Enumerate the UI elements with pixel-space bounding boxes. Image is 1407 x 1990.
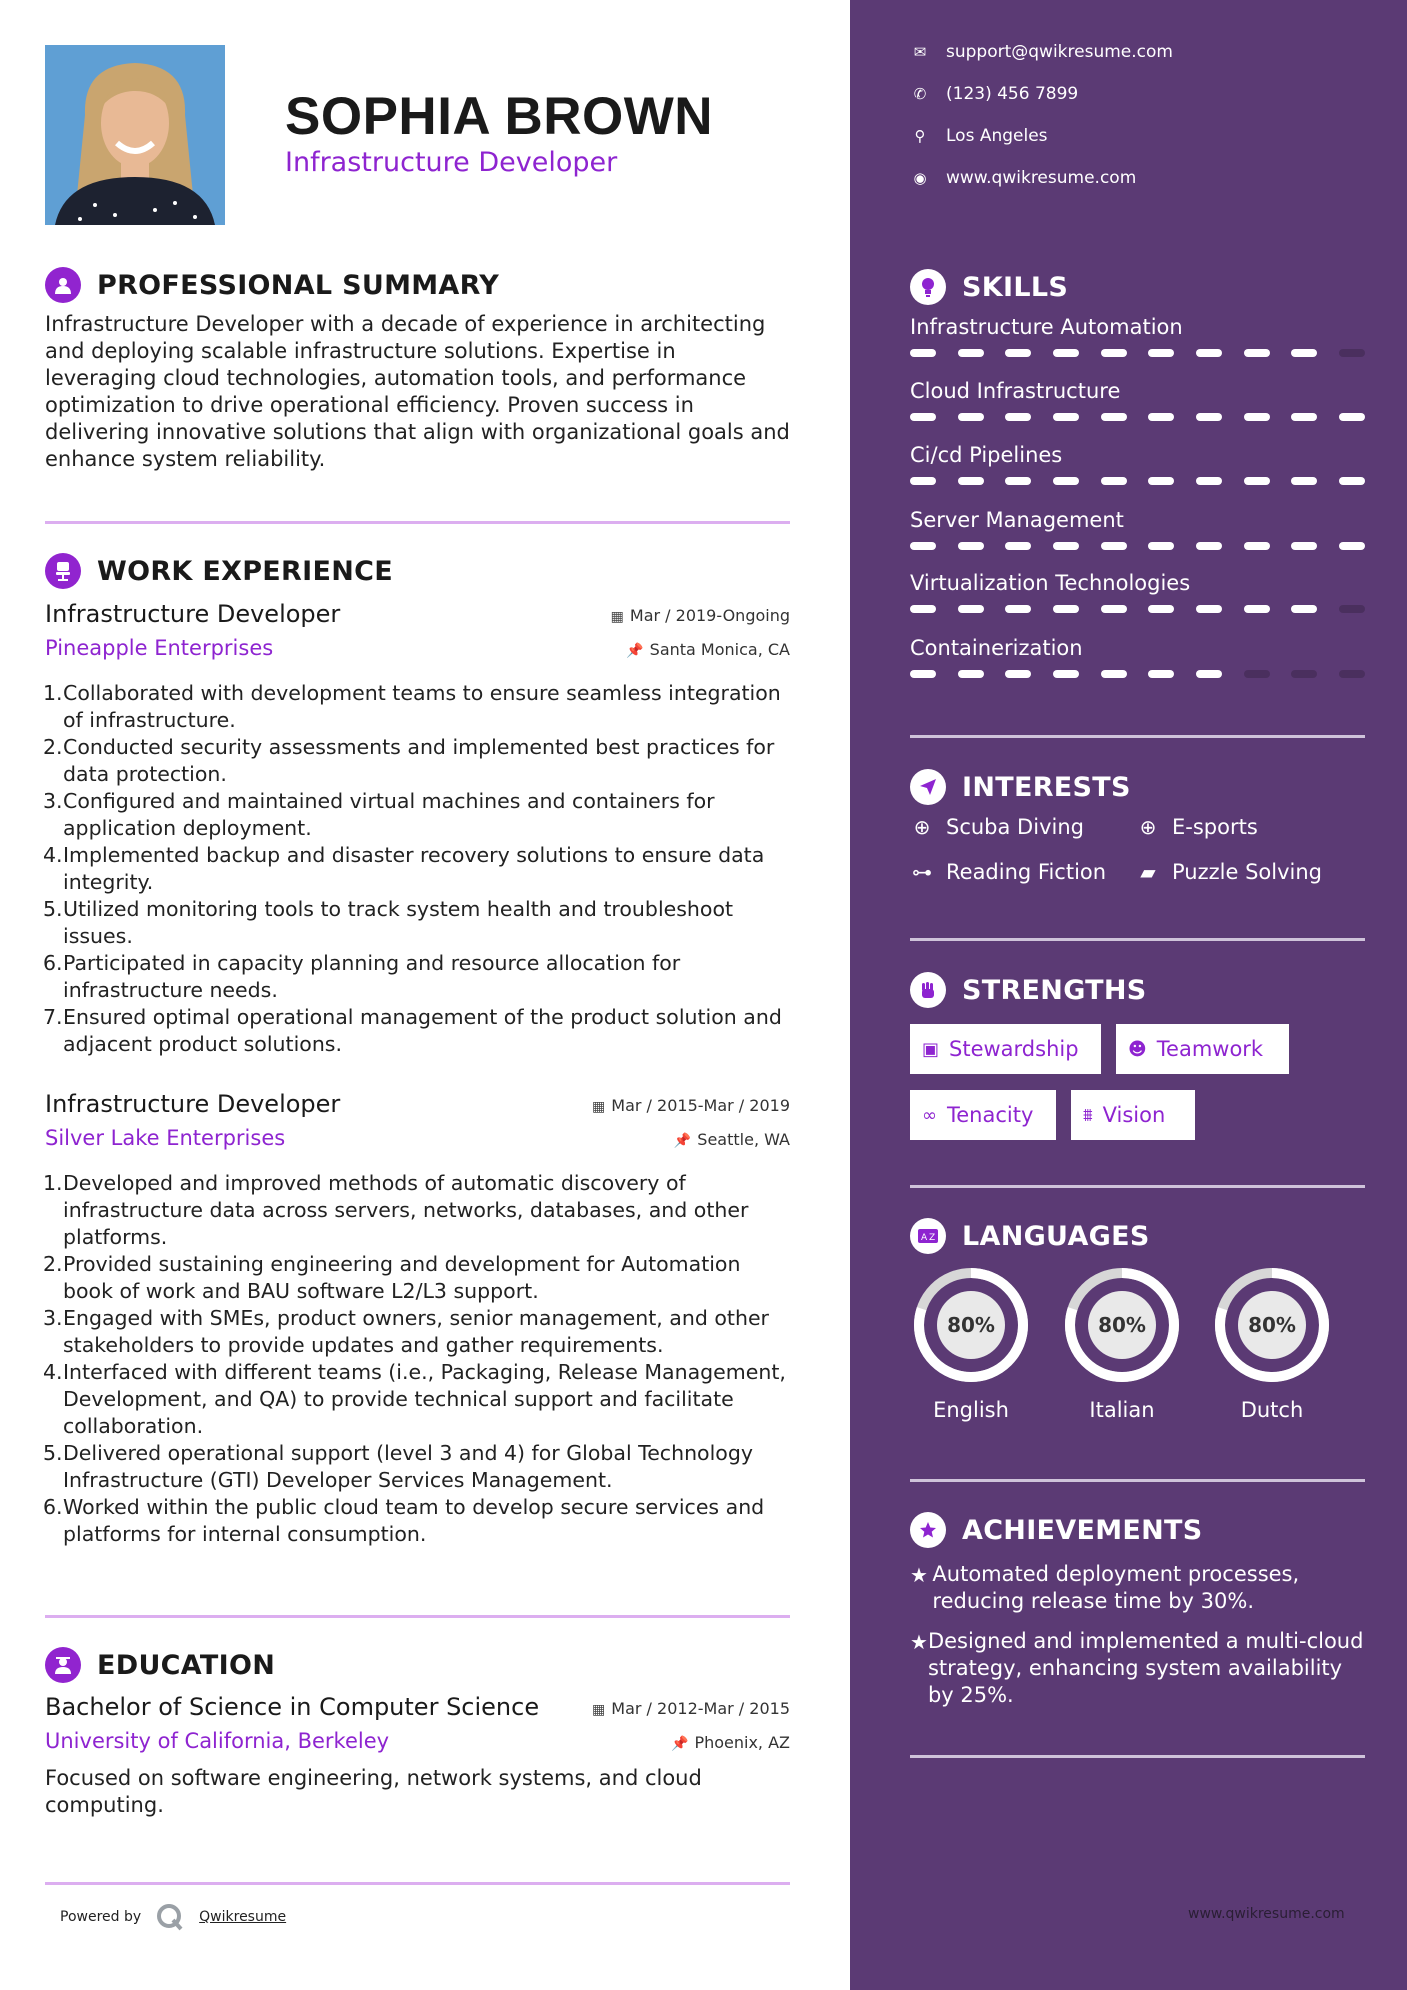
item-number: 6.	[43, 1495, 63, 1519]
skill-rating	[910, 413, 1365, 421]
skills-header	[910, 267, 1068, 307]
job-entry	[45, 600, 790, 1058]
profile-photo	[45, 45, 225, 225]
rating-dash	[1005, 413, 1031, 421]
rating-dash	[958, 349, 984, 357]
item-number: 2.	[43, 735, 63, 759]
rating-dash	[1101, 413, 1127, 421]
skill-name: Ci/cd Pipelines	[910, 443, 1063, 467]
skill-rating	[910, 349, 1365, 357]
summary-section	[45, 265, 790, 473]
skill-item	[910, 379, 1365, 421]
rating-dash	[1005, 477, 1031, 485]
rating-dash	[1291, 349, 1317, 357]
skill-item	[910, 571, 1365, 613]
website-text: www.qwikresume.com	[946, 168, 1137, 188]
rating-dash	[910, 542, 936, 550]
rating-dash	[1053, 670, 1079, 678]
education-date: Mar / 2012-Mar / 2015	[611, 1699, 790, 1718]
strengths-title: STRENGTHS	[962, 974, 1147, 1006]
rating-dash	[1196, 349, 1222, 357]
skill-name: Infrastructure Automation	[910, 315, 1183, 339]
language-gauge	[1211, 1264, 1333, 1386]
translate-icon	[910, 1218, 946, 1254]
rating-dash	[1053, 477, 1079, 485]
briefcase-icon: ▣	[922, 1038, 940, 1060]
rating-dash	[1148, 670, 1174, 678]
skill-item	[910, 508, 1365, 550]
rating-dash	[1053, 413, 1079, 421]
rating-dash	[1101, 349, 1127, 357]
calendar-icon: ▦	[610, 609, 624, 625]
interests-header	[910, 767, 1131, 807]
experience-section	[45, 551, 790, 591]
rating-dash	[1101, 670, 1127, 678]
responsibility-item	[45, 788, 790, 842]
calendar-icon: ▦	[592, 1099, 606, 1115]
phone-text: (123) 456 7899	[946, 84, 1079, 104]
responsibility-item	[45, 1359, 790, 1440]
star-icon: ★	[910, 1630, 928, 1654]
rating-dash	[1196, 542, 1222, 550]
item-text: Ensured optimal operational management of the product solution and adjacent product solutions.	[63, 1005, 782, 1056]
summary-title: PROFESSIONAL SUMMARY	[97, 269, 500, 301]
section-divider	[45, 1882, 790, 1885]
rating-dash	[958, 413, 984, 421]
summary-text: Infrastructure Developer with a decade of experience in architecting and deploying scalable infrastructure solutions. Expertise in leveraging cloud technologies, automation tools, and performance optimization to drive operational efficiency. Proven success in delivering innovative solutions that align with organizational goals and enhance system reliability.	[45, 312, 790, 471]
education-text: Focused on software engineering, network systems, and cloud computing.	[45, 1766, 702, 1817]
interest-label: E-sports	[1172, 815, 1258, 839]
section-divider	[910, 1185, 1365, 1188]
language-gauge	[1061, 1264, 1183, 1386]
contact-email[interactable]	[910, 42, 1173, 62]
responsibility-item	[45, 680, 790, 734]
interest-item	[1136, 815, 1258, 839]
job-responsibilities	[45, 1170, 790, 1548]
item-text: Configured and maintained virtual machines and containers for application deployment.	[63, 789, 715, 840]
language-gauge	[910, 1264, 1032, 1386]
candidate-name: SOPHIA BROWN	[285, 87, 714, 146]
rating-dash	[1101, 605, 1127, 613]
star-icon: ★	[910, 1563, 928, 1587]
rating-dash	[1005, 670, 1031, 678]
strength-tag	[1116, 1024, 1289, 1074]
item-text: Engaged with SMEs, product owners, senior management, and other stakeholders to provide updates and gather requirements.	[63, 1306, 769, 1357]
rating-dash	[1339, 349, 1365, 357]
item-text: Implemented backup and disaster recovery solutions to ensure data integrity.	[63, 843, 765, 894]
rating-dash	[1291, 605, 1317, 613]
interest-label: Scuba Diving	[946, 815, 1084, 839]
item-number: 3.	[43, 1306, 63, 1330]
section-divider	[910, 1479, 1365, 1482]
skill-item	[910, 315, 1365, 357]
skill-item	[910, 636, 1365, 678]
job-location: Santa Monica, CA	[649, 640, 790, 659]
experience-title: WORK EXPERIENCE	[97, 555, 393, 587]
rating-dash	[1148, 605, 1174, 613]
job-date: Mar / 2019-Ongoing	[629, 606, 790, 625]
fist-icon	[910, 972, 946, 1008]
footer-website[interactable]: www.qwikresume.com	[1188, 1906, 1345, 1922]
rating-dash	[1196, 413, 1222, 421]
rating-dash	[1005, 605, 1031, 613]
job-title: Infrastructure Developer	[45, 600, 341, 628]
skills-title: SKILLS	[962, 271, 1069, 303]
interest-item	[910, 860, 1106, 884]
rating-dash	[910, 413, 936, 421]
education-section	[45, 1645, 790, 1819]
item-text: Collaborated with development teams to ensure seamless integration of infrastructure.	[63, 681, 781, 732]
map-pin-icon: ⚲	[914, 127, 926, 145]
language-percent: 80%	[947, 1313, 995, 1337]
svg-text:A: A	[921, 1233, 928, 1243]
user-icon	[45, 267, 81, 303]
education-location: Phoenix, AZ	[694, 1733, 790, 1752]
rating-dash	[1244, 349, 1270, 357]
location-text: Los Angeles	[946, 126, 1048, 146]
rating-dash	[1005, 349, 1031, 357]
achievements-header	[910, 1510, 1203, 1550]
life-ring-icon: ⊕	[913, 815, 931, 839]
responsibility-item	[45, 1251, 790, 1305]
responsibility-item	[45, 896, 790, 950]
responsibility-item	[45, 1305, 790, 1359]
strength-label: Stewardship	[949, 1037, 1079, 1061]
rating-dash	[1291, 477, 1317, 485]
graduate-icon	[45, 1647, 81, 1683]
rating-dash	[1244, 542, 1270, 550]
item-number: 5.	[43, 1441, 63, 1465]
envelope-icon: ✉	[913, 43, 927, 61]
item-number: 5.	[43, 897, 63, 921]
office-chair-icon	[45, 553, 81, 589]
job-responsibilities	[45, 680, 790, 1058]
email-text: support@qwikresume.com	[946, 42, 1173, 62]
strength-tag	[1071, 1090, 1195, 1140]
qwikresume-logo-icon	[155, 1902, 185, 1932]
item-number: 4.	[43, 1360, 63, 1384]
rating-dash	[1196, 605, 1222, 613]
qwikresume-link[interactable]: Qwikresume	[199, 1909, 287, 1925]
language-percent: 80%	[1098, 1313, 1146, 1337]
strength-label: Tenacity	[947, 1103, 1034, 1127]
globe-icon: ◉	[913, 169, 927, 187]
pin-icon: 📌	[673, 1133, 692, 1149]
item-text: Conducted security assessments and implemented best practices for data protection.	[63, 735, 775, 786]
users-icon: ☻	[1128, 1038, 1147, 1060]
language-item	[1211, 1264, 1333, 1422]
star-badge-icon	[910, 1512, 946, 1548]
item-text: Worked within the public cloud team to develop secure services and platforms for internal consumption.	[63, 1495, 765, 1546]
responsibility-item	[45, 1440, 790, 1494]
interests-title: INTERESTS	[962, 771, 1131, 803]
paper-plane-icon	[910, 769, 946, 805]
language-name: Dutch	[1240, 1398, 1304, 1422]
section-divider	[45, 1615, 790, 1618]
strengths-header	[910, 970, 1147, 1010]
skill-name: Cloud Infrastructure	[910, 379, 1121, 403]
skill-rating	[910, 542, 1365, 550]
book-icon: ▰	[1140, 860, 1156, 884]
strength-tag	[910, 1090, 1056, 1140]
achievement-item	[910, 1628, 1365, 1709]
rating-dash	[1244, 413, 1270, 421]
calendar-icon: ▦	[592, 1702, 606, 1718]
responsibility-item	[45, 1004, 790, 1058]
item-number: 1.	[43, 1171, 63, 1195]
languages-header	[910, 1216, 1150, 1256]
rating-dash	[1291, 670, 1317, 678]
rating-dash	[910, 349, 936, 357]
skill-item	[910, 443, 1365, 485]
achievement-item	[910, 1561, 1365, 1615]
item-text: Provided sustaining engineering and development for Automation book of work and BAU software L2/L3 support.	[63, 1252, 741, 1303]
rating-dash	[910, 605, 936, 613]
rating-dash	[1244, 477, 1270, 485]
rating-dash	[1339, 413, 1365, 421]
education-title: EDUCATION	[97, 1649, 276, 1681]
skill-rating	[910, 670, 1365, 678]
item-number: 1.	[43, 681, 63, 705]
section-divider	[45, 521, 790, 524]
achievement-text: Designed and implemented a multi-cloud strategy, enhancing system availability by 25%.	[927, 1629, 1364, 1707]
responsibility-item	[45, 842, 790, 896]
job-entry	[45, 1090, 790, 1548]
pin-icon: 📌	[671, 1736, 689, 1752]
item-text: Participated in capacity planning and resource allocation for infrastructure needs.	[63, 951, 681, 1002]
responsibility-item	[45, 734, 790, 788]
rating-dash	[1244, 605, 1270, 613]
rating-dash	[910, 477, 936, 485]
item-text: Developed and improved methods of automatic discovery of infrastructure data across servers, networks, databases, and other platforms.	[63, 1171, 749, 1249]
language-item	[910, 1264, 1032, 1422]
rating-dash	[1291, 542, 1317, 550]
gamepad-icon: ⊶	[912, 860, 932, 884]
item-number: 3.	[43, 789, 63, 813]
contact-location	[910, 126, 1048, 146]
rating-dash	[1339, 605, 1365, 613]
job-company: Silver Lake Enterprises	[45, 1126, 286, 1150]
rating-dash	[1053, 349, 1079, 357]
responsibility-item	[45, 1170, 790, 1251]
job-location: Seattle, WA	[697, 1130, 790, 1149]
rating-dash	[1196, 477, 1222, 485]
section-divider	[910, 735, 1365, 738]
rating-dash	[1291, 413, 1317, 421]
candidate-role: Infrastructure Developer	[285, 147, 618, 178]
item-number: 4.	[43, 843, 63, 867]
school-name: University of California, Berkeley	[45, 1729, 390, 1753]
rating-dash	[1244, 670, 1270, 678]
interest-label: Reading Fiction	[946, 860, 1107, 884]
rating-dash	[1339, 542, 1365, 550]
rating-dash	[1101, 542, 1127, 550]
responsibility-item	[45, 1494, 790, 1548]
powered-by-label: Powered by	[60, 1909, 142, 1925]
skill-rating	[910, 477, 1365, 485]
strength-tag	[910, 1024, 1101, 1074]
contact-website[interactable]	[910, 168, 1136, 188]
language-name: English	[933, 1398, 1009, 1422]
rating-dash	[1101, 477, 1127, 485]
achievements-title: ACHIEVEMENTS	[962, 1514, 1203, 1546]
rating-dash	[958, 670, 984, 678]
strength-label: Vision	[1102, 1103, 1166, 1127]
skill-rating	[910, 605, 1365, 613]
rating-dash	[1053, 542, 1079, 550]
rating-dash	[1196, 670, 1222, 678]
lightbulb-icon	[910, 269, 946, 305]
language-percent: 80%	[1248, 1313, 1296, 1337]
rating-dash	[1339, 477, 1365, 485]
item-number: 2.	[43, 1252, 63, 1276]
degree-title: Bachelor of Science in Computer Science	[45, 1693, 540, 1721]
interest-item	[910, 815, 1084, 839]
rating-dash	[910, 670, 936, 678]
rating-dash	[1005, 542, 1031, 550]
item-number: 6.	[43, 951, 63, 975]
section-divider	[910, 938, 1365, 941]
link-icon: ∞	[922, 1104, 937, 1126]
job-title: Infrastructure Developer	[45, 1090, 341, 1118]
rating-dash	[1148, 542, 1174, 550]
rating-dash	[958, 605, 984, 613]
responsibility-item	[45, 950, 790, 1004]
language-item	[1061, 1264, 1183, 1422]
rating-dash	[958, 477, 984, 485]
sidebar	[850, 0, 1407, 1990]
job-date: Mar / 2015-Mar / 2019	[611, 1096, 790, 1115]
item-number: 7.	[43, 1005, 63, 1029]
rating-dash	[1148, 413, 1174, 421]
powered-by	[60, 1902, 286, 1932]
life-ring-icon: ⊕	[1139, 815, 1157, 839]
rating-dash	[1148, 349, 1174, 357]
section-divider	[910, 1755, 1365, 1758]
job-company: Pineapple Enterprises	[45, 636, 274, 660]
item-text: Delivered operational support (level 3 and 4) for Global Technology Infrastructure (GTI) Developer Services Management.	[63, 1441, 753, 1492]
phone-icon: ✆	[913, 85, 927, 103]
binoculars-icon: ⩩	[1083, 1104, 1093, 1126]
rating-dash	[958, 542, 984, 550]
language-name: Italian	[1089, 1398, 1155, 1422]
rating-dash	[1148, 477, 1174, 485]
interest-item	[1136, 860, 1322, 884]
rating-dash	[1339, 670, 1365, 678]
skill-name: Server Management	[910, 508, 1124, 532]
skill-name: Virtualization Technologies	[910, 571, 1191, 595]
achievement-text: Automated deployment processes, reducing release time by 30%.	[932, 1562, 1300, 1613]
interest-label: Puzzle Solving	[1172, 860, 1322, 884]
rating-dash	[1053, 605, 1079, 613]
item-text: Interfaced with different teams (i.e., Packaging, Release Management, Development, and QA) to provide technical support and facilitate collaboration.	[63, 1360, 786, 1438]
svg-text:Z: Z	[929, 1233, 936, 1243]
strength-label: Teamwork	[1156, 1037, 1264, 1061]
skill-name: Containerization	[910, 636, 1083, 660]
contact-phone[interactable]	[910, 84, 1078, 104]
languages-title: LANGUAGES	[962, 1220, 1150, 1252]
item-text: Utilized monitoring tools to track system health and troubleshoot issues.	[63, 897, 734, 948]
pin-icon: 📌	[626, 643, 644, 659]
